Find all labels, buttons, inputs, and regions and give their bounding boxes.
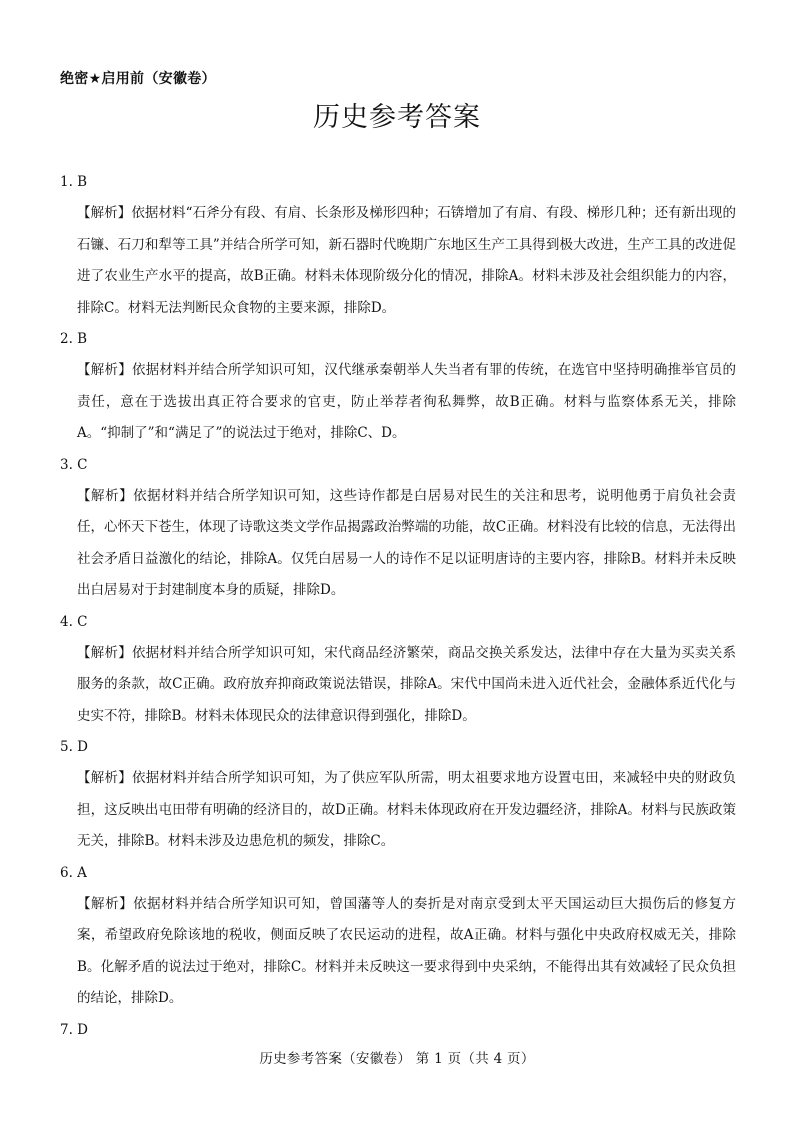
question-analysis bbox=[60, 889, 736, 1015]
question-analysis bbox=[60, 638, 736, 733]
question-6 bbox=[60, 858, 736, 1015]
analysis-text: 依据材料并结合所学知识可知，为了供应军队所需，明太祖要求地方设置屯田，来减轻中央的财政负担，这反映出屯田带有明确的经济目的，故D正确。材料未体现政府在开发边疆经济，排除A。材料与民族政策无关，排除B。材料未涉及边患危机的频发，排除C。 bbox=[77, 770, 736, 849]
question-number: 3. C bbox=[60, 456, 88, 473]
question-3 bbox=[60, 450, 736, 607]
question-number: 7. D bbox=[60, 1021, 88, 1038]
analysis-label: 【解析】 bbox=[77, 770, 132, 786]
page-footer: 历史参考答案（安徽卷） 第 1 页（共 4 页） bbox=[259, 1051, 535, 1067]
analysis-label: 【解析】 bbox=[77, 205, 132, 221]
question-7 bbox=[60, 1015, 736, 1046]
question-analysis bbox=[60, 481, 736, 607]
analysis-text: 依据材料“石斧分有段、有肩、长条形及梯形四种；石锛增加了有肩、有段、梯形几种；还有新出现的石镰、石刀和犁等工具”并结合所学可知，新石器时代晚期广东地区生产工具得到极大改进，生产工具的改进促进了农业生产水平的提高，故B正确。材料未体现阶级分化的情况，排除A。材料未涉及社会组织能力的内容，排除C。材料无法判断民众食物的主要来源，排除D。 bbox=[77, 205, 736, 316]
question-2 bbox=[60, 324, 736, 450]
analysis-label: 【解析】 bbox=[77, 362, 132, 378]
question-number: 6. A bbox=[60, 864, 87, 881]
question-analysis bbox=[60, 763, 736, 858]
question-analysis bbox=[60, 355, 736, 450]
confidential-tag: 绝密★启用前（安徽卷） bbox=[60, 71, 216, 87]
analysis-label: 【解析】 bbox=[77, 895, 134, 912]
analysis-label: 【解析】 bbox=[77, 487, 134, 504]
question-analysis bbox=[60, 198, 736, 324]
answers-content bbox=[60, 167, 736, 1046]
question-4 bbox=[60, 607, 736, 733]
question-number: 5. D bbox=[60, 739, 88, 755]
question-1 bbox=[60, 167, 736, 324]
question-number: 2. B bbox=[60, 331, 88, 347]
analysis-text: 依据材料并结合所学知识可知，宋代商品经济繁荣，商品交换关系发达，法律中存在大量为买卖关系服务的条款，故C正确。政府放弃抑商政策说法错误，排除A。宋代中国尚未进入近代社会，金融体系近代化与史实不符，排除B。材料未体现民众的法律意识得到强化，排除D。 bbox=[77, 644, 736, 724]
question-5 bbox=[60, 732, 736, 858]
question-number: 4. C bbox=[60, 613, 88, 630]
analysis-text: 依据材料并结合所学知识可知，汉代继承秦朝举人失当者有罪的传统，在选官中坚持明确推举官员的责任，意在于选拔出真正符合要求的官吏，防止举荐者徇私舞弊，故B正确。材料与监察体系无关，排除A。“抑制了”和“满足了”的说法过于绝对，排除C、D。 bbox=[77, 362, 736, 441]
analysis-text: 依据材料并结合所学知识可知，这些诗作都是白居易对民生的关注和思考，说明他勇于肩负社会责任，心怀天下苍生，体现了诗歌这类文学作品揭露政治弊端的功能，故C正确。材料没有比较的信息，无法得出社会矛盾日益激化的结论，排除A。仅凭白居易一人的诗作不足以证明唐诗的主要内容，排除B。材料并未反映出白居易对于封建制度本身的质疑，排除D。 bbox=[77, 487, 737, 598]
page-title: 历史参考答案 bbox=[313, 102, 481, 133]
analysis-label: 【解析】 bbox=[77, 644, 132, 661]
question-number: 1. B bbox=[60, 174, 88, 190]
analysis-text: 依据材料并结合所学知识可知，曾国藩等人的奏折是对南京受到太平天国运动巨大损伤后的修复方案，希望政府免除该地的税收，侧面反映了农民运动的进程，故A正确。材料与强化中央政府权威无关，排除B。化解矛盾的说法过于绝对，排除C。材料并未反映这一要求得到中央采纳，不能得出其有效减轻了民众负担的结论，排除D。 bbox=[77, 895, 737, 1006]
